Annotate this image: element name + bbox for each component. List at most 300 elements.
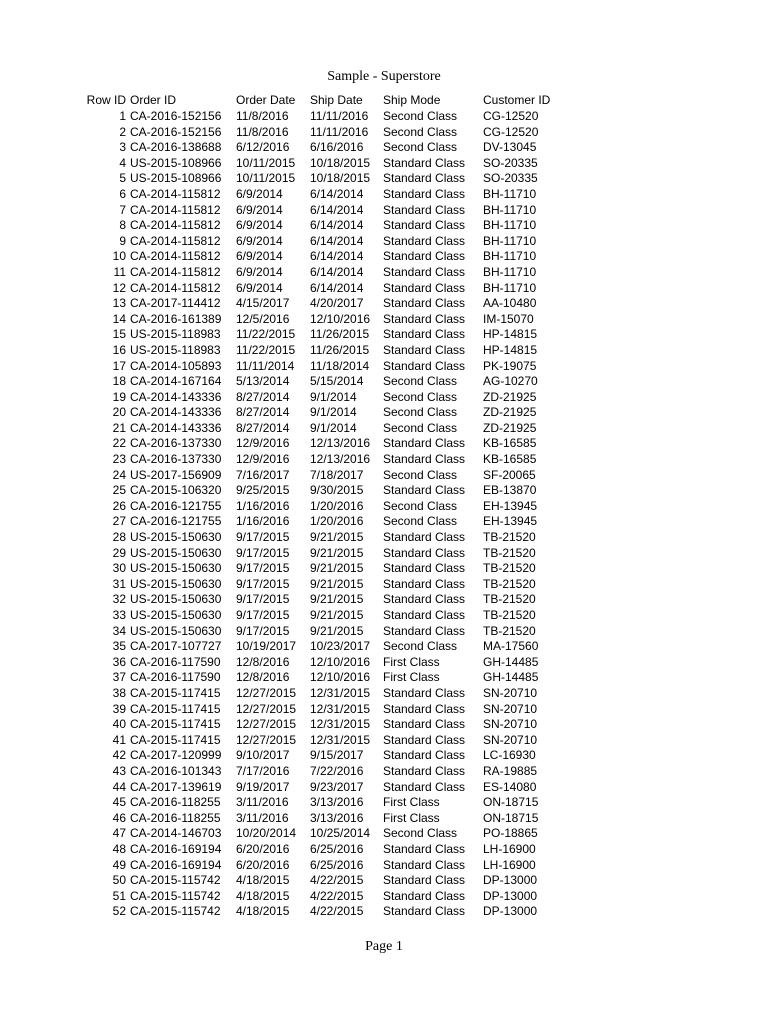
table-cell: First Class bbox=[383, 810, 440, 825]
table-cell: 12/9/2016 bbox=[236, 452, 290, 467]
table-row bbox=[72, 203, 573, 219]
table-cell: 3/13/2016 bbox=[310, 795, 364, 810]
table-cell: 12 bbox=[112, 280, 126, 295]
table-cell: CA-2014-143336 bbox=[130, 405, 222, 420]
table-row bbox=[72, 327, 573, 343]
table-cell: 9/17/2015 bbox=[236, 545, 290, 560]
table-cell: 10/11/2015 bbox=[236, 155, 296, 170]
table-cell: 4/22/2015 bbox=[310, 888, 364, 903]
table-row bbox=[72, 577, 573, 593]
table-cell: Standard Class bbox=[383, 732, 466, 747]
table-cell: 11/8/2016 bbox=[236, 124, 289, 139]
table-cell: 9/21/2015 bbox=[310, 561, 364, 576]
table-cell: ZD-21925 bbox=[483, 389, 537, 404]
table-cell: US-2015-150630 bbox=[130, 608, 222, 622]
table-cell: 45 bbox=[112, 795, 126, 810]
table-cell: Second Class bbox=[383, 639, 458, 654]
table-cell: 6/9/2014 bbox=[236, 249, 283, 264]
table-cell: 4/18/2015 bbox=[236, 904, 290, 919]
table-cell: 9/17/2015 bbox=[236, 608, 290, 622]
table-row bbox=[72, 359, 573, 375]
table-row bbox=[72, 374, 573, 390]
table-cell: SO-20335 bbox=[483, 171, 538, 186]
table-cell: 4/22/2015 bbox=[310, 873, 364, 888]
table-cell: Second Class bbox=[383, 514, 458, 529]
table-cell: CA-2014-167164 bbox=[130, 374, 222, 389]
table-cell: 7/18/2017 bbox=[310, 467, 364, 482]
table-cell: US-2015-150630 bbox=[130, 530, 222, 545]
table-cell: 4/20/2017 bbox=[310, 296, 364, 311]
table-cell: 30 bbox=[112, 561, 126, 576]
table-cell: CA-2016-138688 bbox=[130, 140, 222, 155]
table-cell: 10 bbox=[112, 249, 126, 264]
table-row bbox=[72, 780, 573, 796]
table-cell: 9/1/2014 bbox=[310, 420, 357, 435]
table-row bbox=[72, 296, 573, 312]
table-cell: CA-2015-115742 bbox=[130, 888, 221, 903]
table-cell: CA-2015-117415 bbox=[130, 732, 221, 747]
table-cell: CA-2014-115812 bbox=[130, 202, 221, 217]
table-cell: DP-13000 bbox=[483, 873, 538, 888]
table-cell: Standard Class bbox=[383, 857, 466, 872]
table-cell: 4/22/2015 bbox=[310, 904, 364, 919]
table-cell: GH-14485 bbox=[483, 654, 539, 669]
table-cell: SO-20335 bbox=[483, 155, 538, 170]
table-cell: CA-2016-121755 bbox=[130, 498, 222, 513]
table-cell: CA-2016-118255 bbox=[130, 810, 221, 825]
table-cell: 35 bbox=[112, 639, 126, 654]
table-cell: Standard Class bbox=[383, 701, 466, 716]
table-cell: 9/21/2015 bbox=[310, 623, 364, 638]
table-cell: DV-13045 bbox=[483, 140, 537, 155]
table-cell: 31 bbox=[112, 576, 126, 591]
table-cell: Standard Class bbox=[383, 483, 466, 498]
table-cell: 9/23/2017 bbox=[310, 779, 364, 794]
table-cell: EB-13870 bbox=[483, 483, 537, 498]
table-cell: CA-2015-117415 bbox=[130, 717, 221, 732]
table-cell: 12/31/2015 bbox=[310, 732, 371, 747]
table-cell: BH-11710 bbox=[483, 202, 537, 217]
table-cell: Standard Class bbox=[383, 171, 466, 186]
table-cell: 40 bbox=[112, 717, 126, 732]
table-cell: 28 bbox=[112, 530, 126, 545]
table-row bbox=[72, 140, 573, 156]
table-cell: 10/20/2014 bbox=[236, 826, 297, 841]
table-cell: CA-2014-115812 bbox=[130, 280, 221, 295]
table-cell: LH-16900 bbox=[483, 841, 536, 856]
table-row bbox=[72, 592, 573, 608]
table-cell: DP-13000 bbox=[483, 904, 538, 919]
table-row bbox=[72, 312, 573, 328]
table-cell: Standard Class bbox=[383, 888, 466, 903]
table-cell: 6/12/2016 bbox=[236, 140, 290, 155]
table-cell: 9/21/2015 bbox=[310, 545, 364, 560]
table-cell: Standard Class bbox=[383, 249, 466, 264]
table-cell: CA-2016-161389 bbox=[130, 311, 222, 326]
table-cell: 5/13/2014 bbox=[236, 374, 290, 389]
table-cell: CA-2014-146703 bbox=[130, 826, 222, 841]
table-cell: Second Class bbox=[383, 124, 458, 139]
table-cell: First Class bbox=[383, 795, 440, 810]
table-cell: 29 bbox=[112, 545, 126, 560]
table-cell: First Class bbox=[383, 670, 440, 685]
table-row bbox=[72, 514, 573, 530]
table-row bbox=[72, 670, 573, 686]
table-cell: HP-14815 bbox=[483, 327, 538, 342]
table-cell: 6/14/2014 bbox=[310, 249, 364, 264]
table-cell: ON-18715 bbox=[483, 795, 539, 810]
table-row bbox=[72, 764, 573, 780]
table-cell: CA-2014-115812 bbox=[130, 264, 221, 279]
table-cell: 6/25/2016 bbox=[310, 857, 364, 872]
table-row bbox=[72, 811, 573, 827]
table-cell: 17 bbox=[112, 358, 126, 373]
table-row bbox=[72, 546, 573, 562]
table-cell: 47 bbox=[112, 826, 126, 841]
table-cell: CA-2016-169194 bbox=[130, 857, 222, 872]
table-cell: 6/20/2016 bbox=[236, 857, 290, 872]
table-cell: SN-20710 bbox=[483, 701, 538, 716]
table-cell: 9/25/2015 bbox=[236, 483, 290, 498]
table-cell: CA-2015-115742 bbox=[130, 873, 221, 888]
table-cell: CA-2015-117415 bbox=[130, 685, 221, 700]
table-cell: SF-20065 bbox=[483, 467, 536, 482]
table-cell: US-2015-150630 bbox=[130, 561, 222, 576]
table-cell: US-2015-150630 bbox=[130, 545, 222, 560]
table-cell: 25 bbox=[112, 483, 126, 498]
table-cell: Standard Class bbox=[383, 155, 466, 170]
table-cell: US-2017-156909 bbox=[130, 467, 222, 482]
table-cell: 9/15/2017 bbox=[310, 748, 364, 763]
table-cell: 10/23/2017 bbox=[310, 639, 371, 654]
table-cell: LH-16900 bbox=[483, 857, 536, 872]
table-cell: Standard Class bbox=[383, 264, 466, 279]
table-row bbox=[72, 889, 573, 905]
table-cell: ZD-21925 bbox=[483, 405, 537, 420]
table-cell: 9/17/2015 bbox=[236, 561, 290, 576]
table-cell: CG-12520 bbox=[483, 124, 539, 139]
table-cell: 9/1/2014 bbox=[310, 389, 357, 404]
table-row bbox=[72, 561, 573, 577]
table-cell: CA-2016-117590 bbox=[130, 670, 221, 685]
table-cell: 7/16/2017 bbox=[236, 467, 290, 482]
table-cell: 6/9/2014 bbox=[236, 186, 283, 201]
table-cell: 12/13/2016 bbox=[310, 452, 371, 467]
table-cell: 9/21/2015 bbox=[310, 592, 364, 607]
table-cell: Standard Class bbox=[383, 748, 466, 763]
table-cell: HP-14815 bbox=[483, 342, 538, 357]
table-cell: AA-10480 bbox=[483, 296, 537, 311]
table-cell: 8 bbox=[119, 218, 126, 233]
table-cell: 42 bbox=[112, 748, 126, 763]
table-cell: 12/10/2016 bbox=[310, 670, 371, 685]
table-cell: Standard Class bbox=[383, 717, 466, 732]
table-row bbox=[72, 436, 573, 452]
table-row bbox=[72, 608, 573, 624]
table-cell: 19 bbox=[112, 389, 126, 404]
table-cell: US-2015-118983 bbox=[130, 342, 221, 357]
table-cell: CA-2014-115812 bbox=[130, 233, 221, 248]
table-cell: 6/16/2016 bbox=[310, 140, 364, 155]
table-row bbox=[72, 733, 573, 749]
table-cell: 11/11/2016 bbox=[310, 109, 369, 123]
table-cell: ES-14080 bbox=[483, 779, 537, 794]
table-cell: CA-2016-117590 bbox=[130, 654, 221, 669]
table-row bbox=[72, 624, 573, 640]
table-cell: 1/16/2016 bbox=[236, 514, 290, 529]
table-cell: SN-20710 bbox=[483, 717, 538, 732]
table-cell: 9/17/2015 bbox=[236, 623, 290, 638]
table-cell: CA-2016-118255 bbox=[130, 795, 221, 810]
table-cell: 26 bbox=[112, 498, 126, 513]
table-cell: BH-11710 bbox=[483, 280, 537, 295]
table-cell: 12/13/2016 bbox=[310, 436, 371, 451]
table-cell: CA-2014-143336 bbox=[130, 389, 222, 404]
table-cell: ZD-21925 bbox=[483, 420, 537, 435]
table-cell: GH-14485 bbox=[483, 670, 539, 685]
column-header: Order Date bbox=[236, 93, 296, 107]
table-cell: CA-2014-143336 bbox=[130, 420, 222, 435]
table-row bbox=[72, 499, 573, 515]
table-cell: SN-20710 bbox=[483, 685, 538, 700]
table-cell: 11/22/2015 bbox=[236, 342, 296, 357]
table-cell: US-2015-150630 bbox=[130, 576, 222, 591]
table-cell: 6/9/2014 bbox=[236, 233, 283, 248]
table-cell: BH-11710 bbox=[483, 233, 537, 248]
table-cell: 6/9/2014 bbox=[236, 264, 283, 279]
table-cell: Second Class bbox=[383, 109, 458, 123]
table-cell: EH-13945 bbox=[483, 514, 538, 529]
table-cell: 9/17/2015 bbox=[236, 530, 290, 545]
table-cell: CA-2016-152156 bbox=[130, 109, 222, 123]
page-footer: Page 1 bbox=[365, 939, 403, 954]
table-cell: Standard Class bbox=[383, 342, 466, 357]
table-cell: Standard Class bbox=[383, 311, 466, 326]
table-row bbox=[72, 639, 573, 655]
table-cell: 23 bbox=[112, 452, 126, 467]
table-cell: 1/20/2016 bbox=[310, 498, 364, 513]
table-cell: Second Class bbox=[383, 498, 458, 513]
table-cell: TB-21520 bbox=[483, 623, 536, 638]
table-cell: 9/19/2017 bbox=[236, 779, 290, 794]
table-cell: 12/27/2015 bbox=[236, 732, 297, 747]
table-cell: 3/13/2016 bbox=[310, 810, 364, 825]
table-cell: 6/14/2014 bbox=[310, 264, 364, 279]
table-cell: 12/8/2016 bbox=[236, 670, 290, 685]
table-cell: 7/22/2016 bbox=[310, 763, 364, 778]
table-cell: AG-10270 bbox=[483, 374, 538, 389]
table-cell: CA-2014-115812 bbox=[130, 218, 221, 233]
table-cell: Standard Class bbox=[383, 779, 466, 794]
table-cell: 9/17/2015 bbox=[236, 576, 290, 591]
table-cell: IM-15070 bbox=[483, 311, 534, 326]
table-cell: 49 bbox=[112, 857, 126, 872]
table-cell: TB-21520 bbox=[483, 530, 536, 545]
table-cell: Standard Class bbox=[383, 530, 466, 545]
table-row bbox=[72, 171, 573, 187]
table-cell: CA-2015-115742 bbox=[130, 904, 221, 919]
table-cell: 12/31/2015 bbox=[310, 701, 371, 716]
table-cell: Standard Class bbox=[383, 280, 466, 295]
table-cell: 36 bbox=[112, 654, 126, 669]
table-cell: 11/11/2016 bbox=[310, 124, 369, 139]
table-cell: 14 bbox=[112, 311, 126, 326]
table-cell: 12/31/2015 bbox=[310, 717, 371, 732]
table-cell: 10/18/2015 bbox=[310, 155, 371, 170]
table-cell: 6/14/2014 bbox=[310, 186, 364, 201]
table-cell: 8/27/2014 bbox=[236, 405, 290, 420]
table-cell: 12/31/2015 bbox=[310, 685, 371, 700]
table-row bbox=[72, 717, 573, 733]
table-cell: 9 bbox=[119, 233, 126, 248]
table-cell: 9/17/2015 bbox=[236, 592, 290, 607]
table-cell: 9/10/2017 bbox=[236, 748, 290, 763]
table-cell: Standard Class bbox=[383, 608, 466, 622]
table-cell: CA-2016-169194 bbox=[130, 841, 222, 856]
table-cell: 7 bbox=[119, 202, 126, 217]
table-cell: 20 bbox=[112, 405, 126, 420]
table-cell: 1/20/2016 bbox=[310, 514, 364, 529]
table-cell: 6/14/2014 bbox=[310, 202, 364, 217]
table-row bbox=[72, 187, 573, 203]
table-cell: 12/9/2016 bbox=[236, 436, 290, 451]
table-row bbox=[72, 826, 573, 842]
table-cell: Standard Class bbox=[383, 561, 466, 576]
table-cell: 6/20/2016 bbox=[236, 841, 290, 856]
table-cell: 8/27/2014 bbox=[236, 420, 290, 435]
table-cell: 6/9/2014 bbox=[236, 280, 283, 295]
table-cell: CA-2016-137330 bbox=[130, 436, 222, 451]
table-cell: CG-12520 bbox=[483, 109, 539, 123]
table-cell: 22 bbox=[112, 436, 126, 451]
table-cell: BH-11710 bbox=[483, 218, 537, 233]
table-cell: 10/19/2017 bbox=[236, 639, 297, 654]
table-cell: US-2015-118983 bbox=[130, 327, 221, 342]
table-cell: 6/14/2014 bbox=[310, 280, 364, 295]
table-cell: RA-19885 bbox=[483, 763, 538, 778]
table-cell: 12/10/2016 bbox=[310, 654, 371, 669]
table-cell: US-2015-150630 bbox=[130, 623, 222, 638]
table-cell: CA-2016-101343 bbox=[130, 763, 222, 778]
table-cell: BH-11710 bbox=[483, 249, 537, 264]
table-cell: 10/11/2015 bbox=[236, 171, 296, 186]
table-cell: 11/26/2015 bbox=[310, 342, 370, 357]
table-cell: ON-18715 bbox=[483, 810, 539, 825]
table-cell: CA-2017-107727 bbox=[130, 639, 222, 654]
table-cell: 11 bbox=[113, 264, 126, 279]
table-cell: Standard Class bbox=[383, 452, 466, 467]
table-cell: 6/14/2014 bbox=[310, 218, 364, 233]
table-row bbox=[72, 156, 573, 172]
table-cell: PK-19075 bbox=[483, 358, 537, 373]
table-header bbox=[72, 92, 573, 109]
table-cell: 39 bbox=[112, 701, 126, 716]
table-cell: Second Class bbox=[383, 405, 458, 420]
column-header: Order ID bbox=[130, 93, 177, 107]
table-cell: TB-21520 bbox=[483, 608, 536, 622]
table-cell: 41 bbox=[112, 732, 126, 747]
table-cell: CA-2015-106320 bbox=[130, 483, 222, 498]
table-row bbox=[72, 686, 573, 702]
table-cell: Second Class bbox=[383, 140, 458, 155]
table-cell: Second Class bbox=[383, 420, 458, 435]
table-row bbox=[72, 281, 573, 297]
table-cell: 4 bbox=[119, 155, 126, 170]
table-cell: SN-20710 bbox=[483, 732, 538, 747]
table-cell: CA-2015-117415 bbox=[130, 701, 221, 716]
table-row bbox=[72, 702, 573, 718]
table-row bbox=[72, 405, 573, 421]
table-cell: CA-2014-115812 bbox=[130, 186, 221, 201]
table-cell: 11/26/2015 bbox=[310, 327, 370, 342]
table-cell: Standard Class bbox=[383, 623, 466, 638]
table-cell: 15 bbox=[112, 327, 126, 342]
table-cell: 16 bbox=[112, 342, 126, 357]
table-row bbox=[72, 655, 573, 671]
table-cell: 37 bbox=[112, 670, 126, 685]
table-cell: CA-2014-115812 bbox=[130, 249, 221, 264]
table-cell: Second Class bbox=[383, 389, 458, 404]
page-title: Sample - Superstore bbox=[327, 69, 441, 84]
table-cell: 10/25/2014 bbox=[310, 826, 371, 841]
table-cell: 33 bbox=[112, 608, 126, 622]
table-cell: 9/1/2014 bbox=[310, 405, 357, 420]
table-cell: Standard Class bbox=[383, 576, 466, 591]
table-row bbox=[72, 390, 573, 406]
table-cell: CA-2016-121755 bbox=[130, 514, 222, 529]
table-cell: Second Class bbox=[383, 374, 458, 389]
orders-table bbox=[72, 92, 573, 920]
table-row bbox=[72, 452, 573, 468]
table-cell: TB-21520 bbox=[483, 545, 536, 560]
table-cell: BH-11710 bbox=[483, 264, 537, 279]
table-cell: 6 bbox=[119, 186, 126, 201]
table-cell: MA-17560 bbox=[483, 639, 539, 654]
table-cell: 6/14/2014 bbox=[310, 233, 364, 248]
table-row bbox=[72, 343, 573, 359]
table-cell: 2 bbox=[119, 124, 126, 139]
table-cell: EH-13945 bbox=[483, 498, 538, 513]
table-cell: 3/11/2016 bbox=[236, 810, 289, 825]
table-cell: 12/5/2016 bbox=[236, 311, 290, 326]
table-cell: CA-2017-139619 bbox=[130, 779, 222, 794]
table-cell: 6/9/2014 bbox=[236, 202, 283, 217]
table-cell: 4/18/2015 bbox=[236, 873, 290, 888]
table-cell: 21 bbox=[112, 420, 126, 435]
table-cell: Standard Class bbox=[383, 358, 466, 373]
table-cell: 9/21/2015 bbox=[310, 530, 364, 545]
table-cell: CA-2014-105893 bbox=[130, 358, 222, 373]
table-cell: 48 bbox=[112, 841, 126, 856]
table-cell: TB-21520 bbox=[483, 576, 536, 591]
table-row bbox=[72, 234, 573, 250]
table-cell: 11/22/2015 bbox=[236, 327, 296, 342]
column-header: Customer ID bbox=[483, 93, 551, 107]
table-cell: DP-13000 bbox=[483, 888, 538, 903]
table-cell: 50 bbox=[112, 873, 126, 888]
table-row bbox=[72, 748, 573, 764]
table-cell: PO-18865 bbox=[483, 826, 538, 841]
table-cell: 5/15/2014 bbox=[310, 374, 364, 389]
table-row bbox=[72, 468, 573, 484]
table-cell: 9/21/2015 bbox=[310, 608, 364, 622]
table-cell: LC-16930 bbox=[483, 748, 536, 763]
table-cell: 12/27/2015 bbox=[236, 717, 297, 732]
table-cell: 10/18/2015 bbox=[310, 171, 371, 186]
table-cell: 8/27/2014 bbox=[236, 389, 290, 404]
table-cell: 38 bbox=[112, 685, 126, 700]
table-cell: CA-2017-114412 bbox=[130, 296, 221, 311]
